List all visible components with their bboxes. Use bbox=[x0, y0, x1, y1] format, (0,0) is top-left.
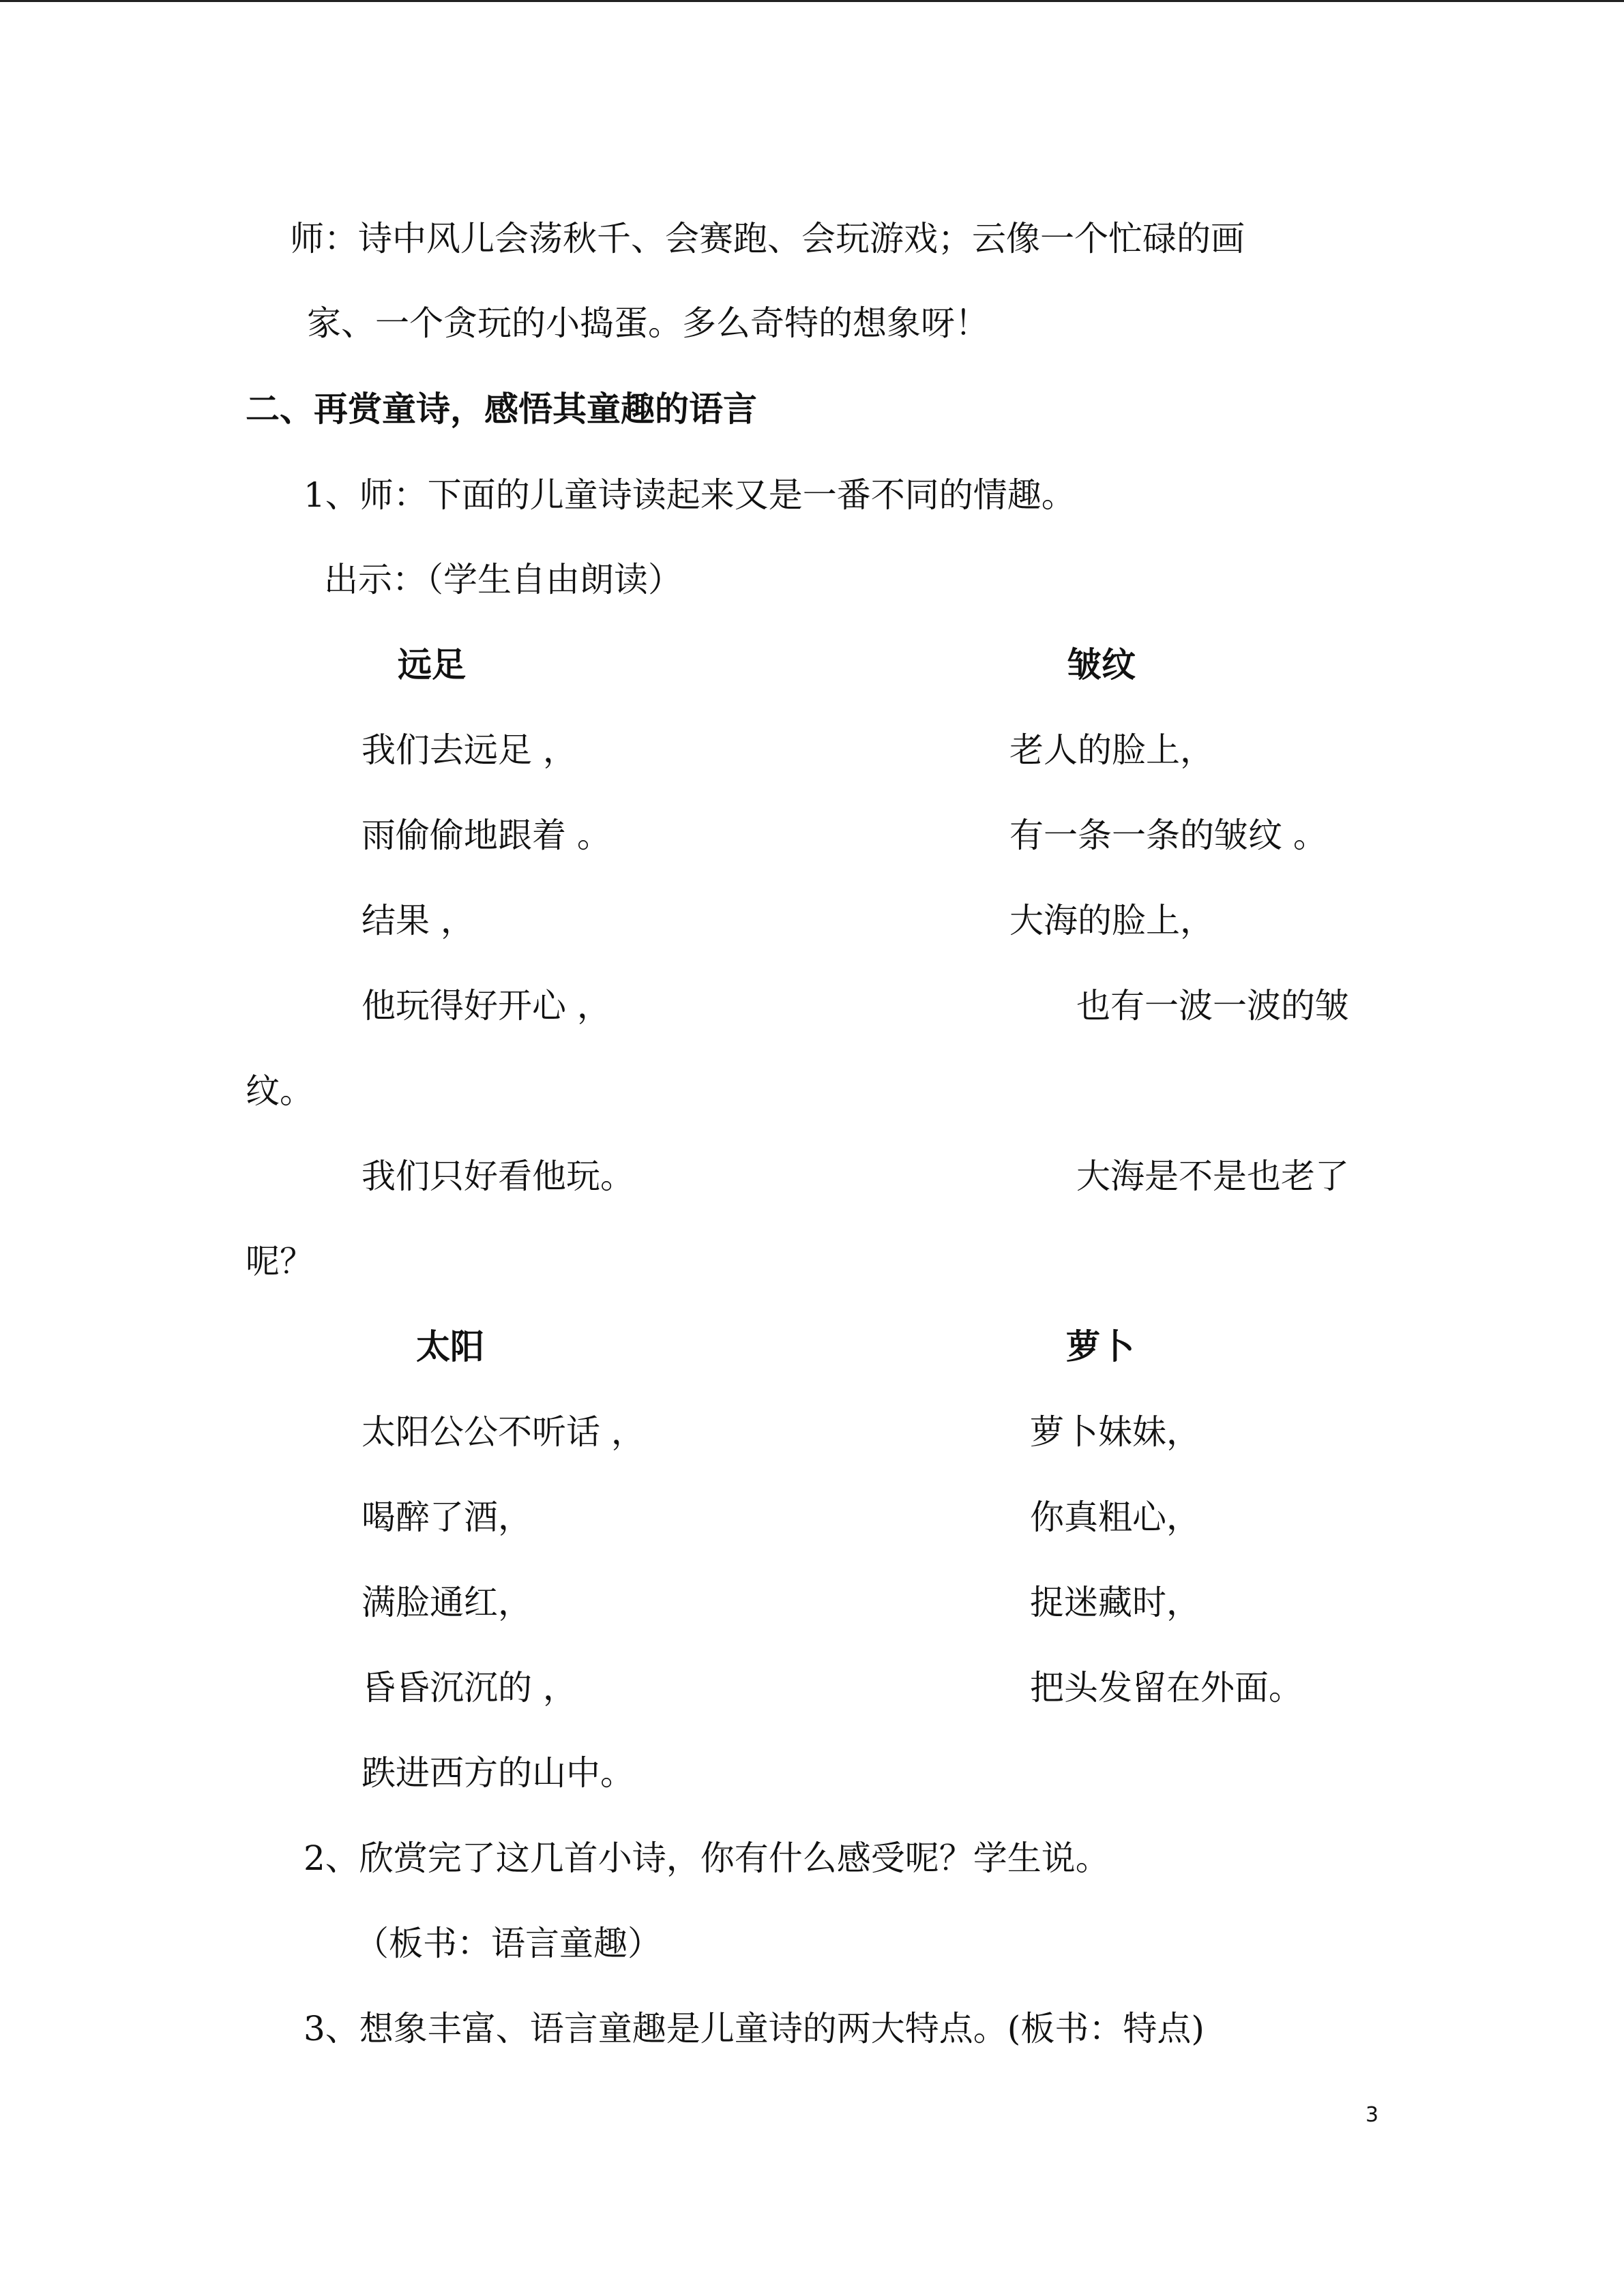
paragraph-line: 家、一个贪玩的小捣蛋。多么奇特的想象呀！ bbox=[307, 303, 989, 343]
list-item: 3、想象丰富、语言童趣是儿童诗的两大特点。(板书：特点) bbox=[304, 2009, 1205, 2048]
poem-line: 捉迷藏时， bbox=[1030, 1583, 1200, 1622]
show-note: 出示：（学生自由朗读） bbox=[324, 560, 682, 599]
poem-line: 有一条一条的皱纹 。 bbox=[1009, 816, 1327, 855]
page-number: 3 bbox=[1365, 2103, 1379, 2127]
page-top-border bbox=[0, 0, 1624, 2]
poem-line: 他玩得好开心 ， bbox=[361, 986, 611, 1026]
list-item: 2、欣赏完了这几首小诗，你有什么感受呢？学生说。 bbox=[304, 1838, 1110, 1878]
poem-line: 萝卜妹妹， bbox=[1030, 1412, 1200, 1452]
poem-line: 满脸通红， bbox=[361, 1583, 532, 1622]
section-heading: 二、再赏童诗，感悟其童趣的语言 bbox=[246, 389, 757, 429]
poem-line: 我们去远足 ， bbox=[361, 730, 577, 770]
poem-line: 大海是不是也老了 bbox=[1076, 1157, 1349, 1196]
poem-line: 喝醉了酒， bbox=[361, 1497, 532, 1537]
poem-line: 雨偷偷地跟着 。 bbox=[361, 816, 611, 855]
poem-line: 结果 ， bbox=[361, 901, 475, 940]
poem-title: 太阳 bbox=[416, 1327, 484, 1367]
poem-line: 老人的脸上， bbox=[1009, 730, 1214, 770]
poem-line: 你真粗心， bbox=[1030, 1497, 1200, 1537]
poem-title: 远足 bbox=[398, 645, 466, 685]
poem-title: 皱纹 bbox=[1067, 645, 1136, 685]
poem-line: 太阳公公不听话 ， bbox=[361, 1412, 645, 1452]
poem-line: 大海的脸上， bbox=[1009, 901, 1214, 940]
board-note: （板书：语言童趣） bbox=[355, 1924, 662, 1963]
poem-line: 昏昏沉沉的 ， bbox=[361, 1668, 577, 1708]
poem-line: 把头发留在外面。 bbox=[1030, 1668, 1303, 1708]
list-item: 1、师：下面的儿童诗读起来又是一番不同的情趣。 bbox=[304, 475, 1076, 515]
poem-line: 也有一波一波的皱 bbox=[1076, 986, 1349, 1026]
paragraph-line: 师：诗中风儿会荡秋千、会赛跑、会玩游戏；云像一个忙碌的画 bbox=[290, 219, 1245, 258]
poem-line: 呢？ bbox=[246, 1242, 314, 1281]
poem-line: 我们只好看他玩。 bbox=[361, 1157, 634, 1196]
poem-title: 萝卜 bbox=[1066, 1327, 1134, 1367]
poem-line: 跌进西方的山中。 bbox=[361, 1753, 634, 1793]
poem-line: 纹。 bbox=[246, 1071, 314, 1111]
